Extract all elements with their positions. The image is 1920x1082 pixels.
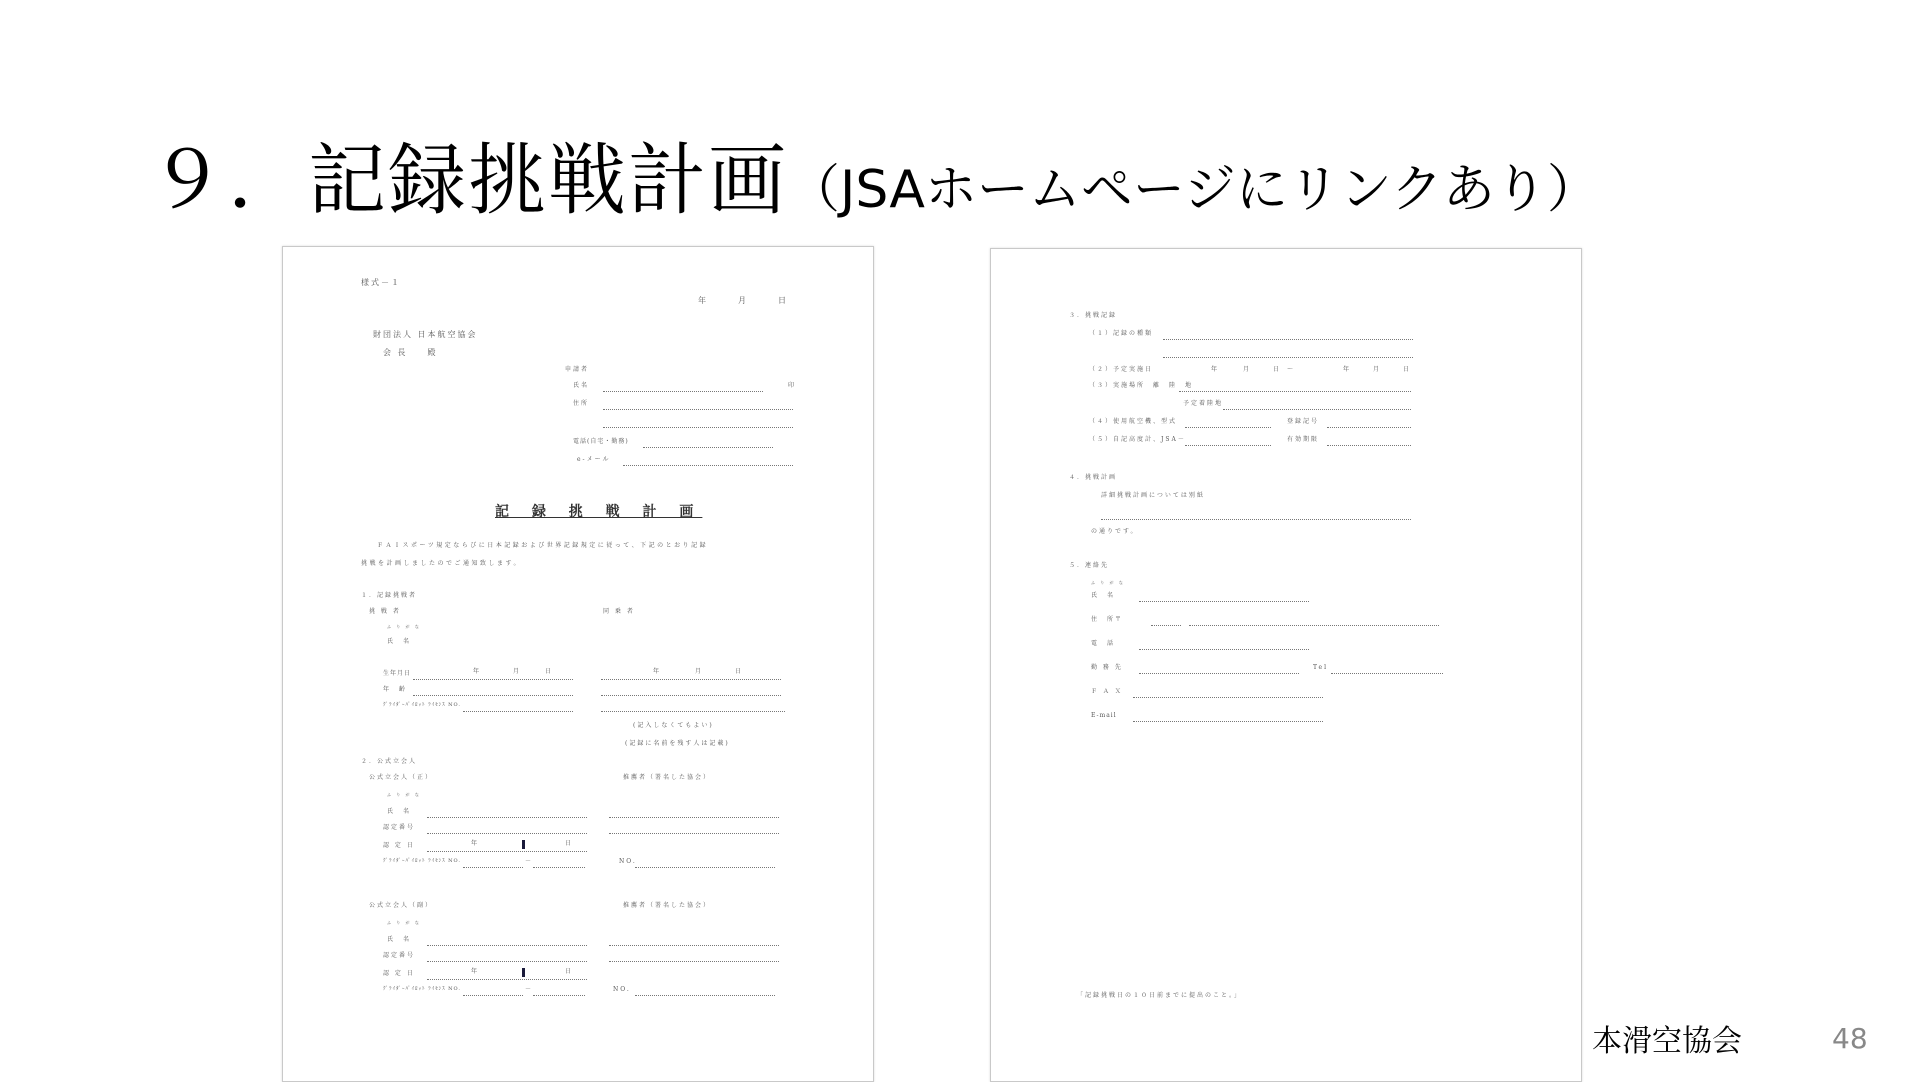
contact-zip-line — [1151, 625, 1181, 626]
plan-end: の通りです。 — [1091, 528, 1139, 535]
note-optional: (記入しなくてもよい) — [633, 722, 714, 729]
aircraft-line — [1185, 427, 1271, 428]
applicant-label: 申請者 — [565, 366, 590, 373]
footer-organization: 本滑空協会 — [1592, 1024, 1742, 1059]
reg-no-line-1 — [427, 833, 587, 834]
address-line — [603, 409, 793, 410]
slide-title — [148, 118, 1599, 230]
intro-line-2: 挑戦を計画しましたのでご通知致します。 — [361, 560, 523, 567]
contact-phone-label: 電 話 — [1091, 640, 1116, 647]
certifier-line-2 — [609, 945, 779, 946]
license-label: ｸﾞﾗｲﾀﾞｰﾊﾟｲﾛｯﾄ ﾗｲｾﾝｽ NO. — [383, 702, 461, 708]
slide-title-main: ９．記録挑戦計画 — [148, 136, 789, 226]
barograph-line — [1185, 445, 1271, 446]
reg-no-label-2: 認定番号 — [383, 952, 416, 959]
certifier-label-2: 推薦者（署名した協会） — [623, 902, 712, 909]
witness-sub-label: 公式立会人（副） — [369, 902, 434, 909]
date-from-month: 月 — [1243, 366, 1252, 373]
birthdate-line — [413, 679, 573, 680]
birth-day: 日 — [545, 668, 554, 675]
furigana-label: ふ り が な — [387, 624, 421, 629]
license-dash-2: － — [525, 986, 534, 993]
form-page-left — [282, 246, 874, 1082]
validity-line — [1327, 445, 1411, 446]
date-to-year: 年 — [1343, 366, 1352, 373]
contact-address-label: 住 所〒 — [1091, 616, 1124, 623]
date-from-year: 年 — [1211, 366, 1220, 373]
applicant-name-label: 氏名 — [573, 382, 590, 389]
barograph-label: （５）自記高度計、JSA－ — [1089, 436, 1186, 443]
date-to-day: 日 — [1403, 366, 1412, 373]
registration-label: 登録記号 — [1287, 418, 1320, 425]
section-5-heading: ５．連絡先 — [1069, 562, 1110, 569]
birth-year: 年 — [473, 668, 482, 675]
witness-name-label-2: 氏 名 — [387, 936, 412, 943]
certifier-no-line-1 — [635, 867, 775, 868]
witness-furigana-2: ふ り が な — [387, 920, 421, 925]
crew-birth-year: 年 — [653, 668, 662, 675]
certifier-no-1: NO. — [619, 858, 637, 865]
contact-email-label: E-mail — [1091, 712, 1117, 719]
license-line-2 — [463, 995, 523, 996]
certifier-label-1: 推薦者（署名した協会） — [623, 774, 712, 781]
email-line — [623, 465, 793, 466]
witness-name-line-2 — [427, 945, 587, 946]
cert-date-line-2 — [427, 979, 587, 980]
form-number: 様式－１ — [361, 278, 401, 287]
takeoff-site-label: （３）実施場所 離 陸 地 — [1089, 382, 1194, 389]
contact-furigana: ふ り が な — [1091, 580, 1125, 585]
section-1-heading: １．記録挑戦者 — [361, 592, 418, 599]
license-line-1b — [533, 867, 585, 868]
reg-no-line-2 — [427, 961, 587, 962]
phone-line — [643, 447, 773, 448]
address-line-2 — [603, 427, 793, 428]
date-to-month: 月 — [1373, 366, 1382, 373]
contact-name-label: 氏 名 — [1091, 592, 1116, 599]
cert-year-2: 年 — [471, 968, 480, 975]
cert-month-mark-1 — [522, 840, 525, 849]
record-type-line-2 — [1163, 357, 1413, 358]
contact-address-line — [1189, 625, 1439, 626]
birthdate-label: 生年月日 — [383, 670, 412, 677]
email-label: e-メール — [577, 456, 611, 463]
addressee-org: 財団法人 日本航空協会 — [373, 330, 478, 339]
certifier-no-2: NO. — [613, 986, 631, 993]
age-line — [413, 695, 573, 696]
registration-line — [1327, 427, 1411, 428]
plan-line — [1101, 519, 1411, 520]
date-from-day: 日 — [1273, 366, 1282, 373]
license-line-2b — [533, 995, 585, 996]
certifier-line-1 — [609, 817, 779, 818]
form-page-right — [990, 248, 1582, 1082]
contact-workplace-line — [1139, 673, 1299, 674]
form-heading: 記 録 挑 戦 計 画 — [495, 504, 703, 520]
cert-date-label-1: 認 定 日 — [383, 842, 415, 849]
landing-site-line — [1223, 409, 1411, 410]
cert-date-line-1 — [427, 851, 587, 852]
page-number: 48 — [1832, 1022, 1868, 1055]
cert-month-mark-2 — [522, 968, 525, 977]
applicant-address-label: 住所 — [573, 400, 590, 407]
witness-name-label-1: 氏 名 — [387, 808, 412, 815]
section-3-heading: ３．挑戦記録 — [1069, 312, 1118, 319]
license-line — [463, 711, 573, 712]
intro-line-1: ＦＡＩスポーツ規定ならびに日本記録および世界記録規定に従って、下記のとおり記録 — [377, 542, 709, 549]
date-range-tilde: ～ — [1287, 366, 1296, 373]
witness-furigana-1: ふ り が な — [387, 792, 421, 797]
contact-fax-line — [1133, 697, 1323, 698]
reg-no-label-1: 認定番号 — [383, 824, 416, 831]
name-line — [603, 391, 763, 392]
crew-age-line — [601, 695, 781, 696]
form-footnote: 「記録挑戦日の１０日前までに提出のこと。」 — [1077, 992, 1243, 999]
record-type-label: （１）記録の種類 — [1089, 330, 1154, 337]
contact-email-line — [1133, 721, 1323, 722]
phone-label: 電話(自宅・勤務) — [573, 438, 629, 445]
crew-license-line — [601, 711, 785, 712]
challenger-label: 挑 戦 者 — [369, 608, 401, 615]
form-date: 年 月 日 — [698, 296, 798, 305]
certifier-line-2b — [609, 961, 779, 962]
contact-tel-label: Tel — [1313, 664, 1329, 671]
cert-year-1: 年 — [471, 840, 480, 847]
contact-tel-line — [1331, 673, 1443, 674]
note-record: (記録に名前を残す人は記載) — [625, 740, 730, 747]
cert-date-label-2: 認 定 日 — [383, 970, 415, 977]
takeoff-site-line — [1179, 391, 1411, 392]
witness-name-line-1 — [427, 817, 587, 818]
birth-month: 月 — [513, 668, 522, 675]
certifier-line-1b — [609, 833, 779, 834]
crew-label: 同 乗 者 — [603, 608, 635, 615]
record-type-line — [1163, 339, 1413, 340]
certifier-no-line-2 — [635, 995, 775, 996]
planned-date-label: （２）予定実施日 — [1089, 366, 1154, 373]
license-line-1 — [463, 867, 523, 868]
section-2-heading: ２．公式立会人 — [361, 758, 418, 765]
license-short-label-1: ｸﾞﾗｲﾀﾞｰﾊﾟｲﾛｯﾄ ﾗｲｾﾝｽ NO. — [383, 858, 461, 864]
contact-workplace-label: 勤 務 先 — [1091, 664, 1123, 671]
crew-birth-day: 日 — [735, 668, 744, 675]
validity-label: 有効期限 — [1287, 436, 1320, 443]
license-dash-1: － — [525, 858, 534, 865]
crew-birthdate-line — [601, 679, 781, 680]
contact-phone-line — [1139, 649, 1309, 650]
landing-site-label: 予定着陸地 — [1183, 400, 1224, 407]
plan-note: 詳細挑戦計画については別紙 — [1101, 492, 1205, 499]
addressee-title: 会 長 殿 — [383, 348, 438, 357]
license-short-label-2: ｸﾞﾗｲﾀﾞｰﾊﾟｲﾛｯﾄ ﾗｲｾﾝｽ NO. — [383, 986, 461, 992]
cert-day-1: 日 — [565, 840, 574, 847]
cert-day-2: 日 — [565, 968, 574, 975]
slide-title-subtitle: （JSAホームページにリンクあり） — [788, 160, 1599, 220]
contact-name-line — [1139, 601, 1309, 602]
age-label: 年 齢 — [383, 686, 408, 693]
aircraft-label: （４）使用航空機、型式 — [1089, 418, 1178, 425]
section-4-heading: ４．挑戦計画 — [1069, 474, 1118, 481]
fullname-label: 氏 名 — [387, 638, 412, 645]
seal-label: 印 — [788, 382, 797, 389]
witness-main-label: 公式立会人（正） — [369, 774, 434, 781]
contact-fax-label: Ｆ Ａ Ｘ — [1091, 688, 1123, 695]
crew-birth-month: 月 — [695, 668, 704, 675]
